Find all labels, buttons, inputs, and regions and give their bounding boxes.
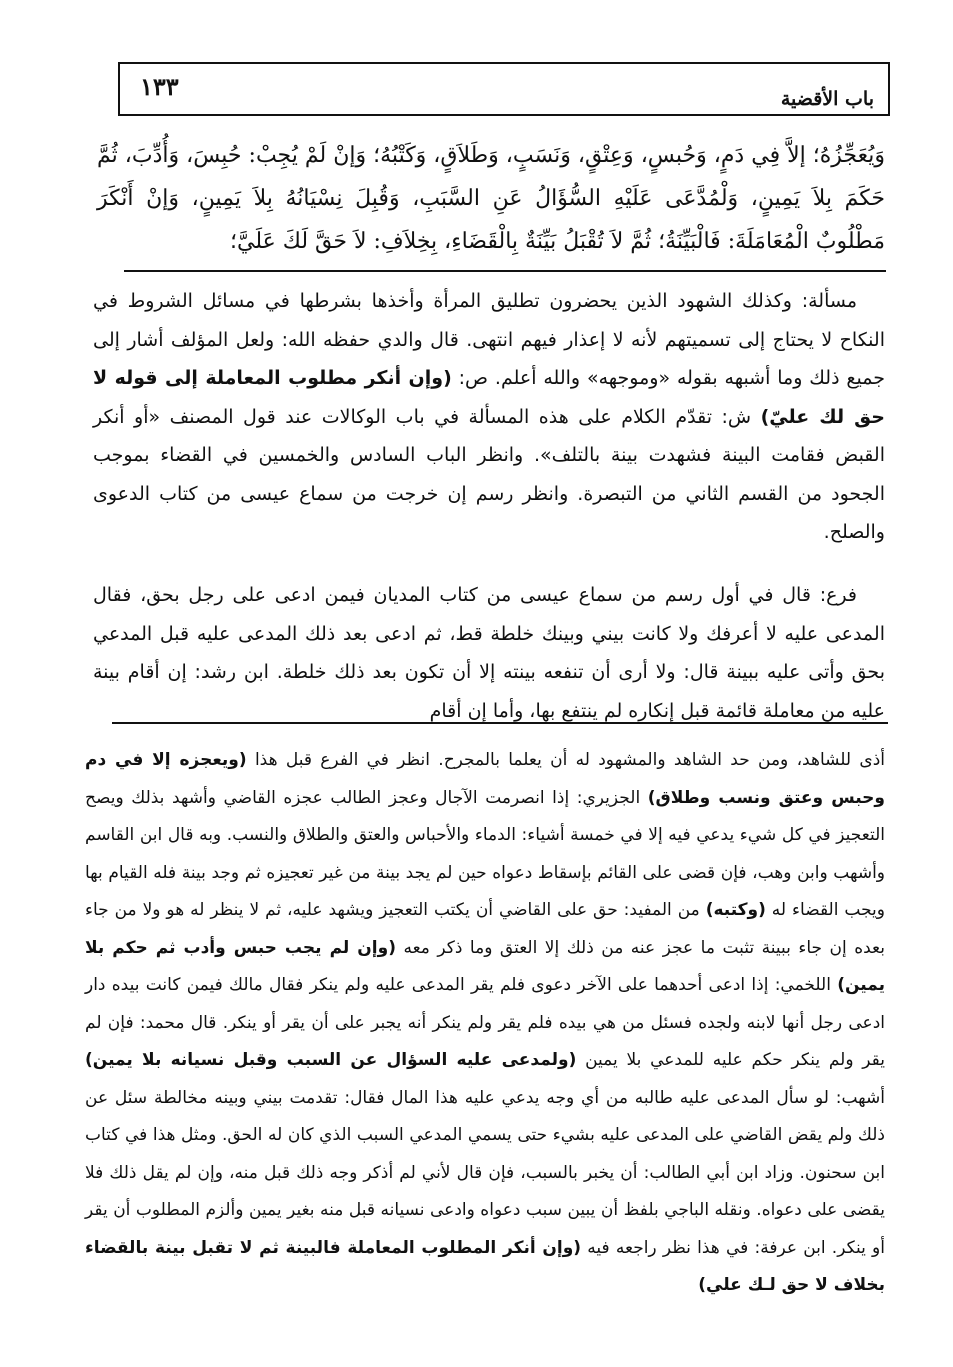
commentary-paragraph	[93, 282, 885, 552]
page-number: ١٣٣	[140, 72, 179, 101]
commentary-text: ش: تقدّم الكلام على هذه المسألة في باب الوكالات عند قول المصنف «أو أنكر القبض فقامت البينة فشهدت بينة بالتلف». وانظر الباب السادس والخمسين في القضاء بموجب الجحود من القسم الثاني من التبصرة. وانظر رسم إن خرجت من سماع عيسى من كتاب الدعوى والصلح.	[93, 405, 885, 543]
main-text-paragraph: وَيُعَجِّزُهُ؛ إلاَّ فِي دَمٍ، وَحُبسٍ، وَعِتْقٍ، وَنَسَبٍ، وَطَلاَقٍ، وَكَتْبُهُ؛ وَإنْ لَمْ يُجِبْ: حُبِسَ، وَأُدِّبَ، ثُمَّ حَكَمَ بِلاَ يَمِينٍ، وَلْمُدَّعَى عَلَيْهِ السُّؤَالُ عَنِ السَّبَبِ، وَقُبِلَ نِسْيَانُهُ بِلاَ يَمِينٍ، وَإنْ أَنْكَرَ مَطْلُوبٌ الْمُعَامَلَةَ: فَالْبَيِّنَةُ؛ ثُمَّ لاَ تُقْبَلُ بَيِّنَةٌ بِالْقَضَاءِ، بِخِلاَفِ: لاَ حَقَّ لَكَ عَلَيَّ؛	[97, 143, 885, 254]
main-text	[97, 134, 885, 263]
commentary-block	[93, 282, 885, 552]
footnote-divider	[112, 722, 888, 724]
footnote-paragraph	[85, 742, 885, 1305]
page-header	[118, 62, 890, 116]
footnote-text: أشهب: لو سأل المدعى عليه طالبه من أي وجه يدعي عليه هذا المال فقال: تقدمت بيني وبينه مخالطة سئل عن ذلك ولم يقض القاضي على المدعى عليه بشيء حتى يسمي المدعي السبب الذي كان له الحق. ومثل هذا في كتاب ابن سحنون. وزاد ابن أبي الطالب: أن يخبر بالسبب، فإن قال لأني لم أذكر وجه ذلك قبل منه، وإن لم يقل ذلك فلا يقضى على دعواه. ونقله الباجي بلفظ أن يبين سبب دعواه وادعى نسيانه قبل منه بغير يمين وألزم المطلوب أن يقر أو ينكر. ابن عرفة: في هذا نظر راجعه فيه	[85, 1087, 885, 1258]
quoted-matn: (ويعجزه إلا في دم وحبس وعتق ونسب وطلاق)	[85, 750, 886, 808]
quoted-matn: (وإن لم يجب حبس وأدب ثم حكم بلا يمين)	[85, 937, 885, 995]
footnote-text: من المفيد: حق على القاضي أن يكتب التعجيز ويشهد عليه، ثم لا ينظر له هو ولا من جاء بعده إن جاء ببينة تثبت ما عجز عنه من ذلك إلا العتق وما ذكر معه	[85, 900, 885, 958]
quoted-matn: (وإن أنكر مطلوب المعاملة إلى قوله لا حق لك عليّ)	[93, 367, 885, 428]
commentary-text: مسألة: وكذلك الشهود الذين يحضرون تطليق المرأة وأخذها بشرطها في مسائل الشروط في النكاح لا يحتاج إلى تسميتهم لأنه لا إعذار فيهم انتهى. قال والدي حفظه الله: ولعل المؤلف أشار إلى جميع ذلك وما أشبهه بقوله «وموجهه» والله أعلم. ص:	[93, 290, 885, 389]
quoted-matn: (وكتبه)	[705, 900, 766, 920]
footnote-block	[85, 742, 885, 1305]
footnote-text: الجزيري: إذا انصرمت الآجال وعجز الطالب عجزه القاضي وأشهد بذلك ويصح التعجيز في كل شيء يدعي فيه إلا في خمسة أشياء: الدماء والأحباس والعتق والطلاق والنسب. وبه قال ابن القاسم وأشهب وابن وهب، فإن قضى على القائم بإسقاط دعواه حين لم يجد بينة من غير تعجيزه ثم وجد بينة فله القيام بها ويجب القضاء له	[85, 787, 885, 920]
footnote-text: أذى للشاهد، ومن حد الشاهد والمشهود له أن يعلما بالمجرح. انظر في الفرع قبل هذا	[246, 750, 885, 770]
section-divider	[124, 270, 886, 272]
footnote-text: اللخمي: إذا ادعى أحدهما على الآخر دعوى فلم يقر المدعى عليه ولم ينكر فقال مالك فيمن كانت بيده دار ادعى رجل أنها لابنه ولجده فسئل من هي بيده فلم يقر ولم ينكر أنه يجبر على أن يقر أو ينكر. قال محمد: فإن لم يقر ولم ينكر حكم عليه للمدعي بلا يمين	[85, 975, 885, 1070]
quoted-matn: (ولمدعى عليه السؤال عن السبب وقبل نسيانه بلا يمين)	[85, 1050, 577, 1070]
commentary-paragraph: فرع: قال في أول رسم من سماع عيسى من كتاب المديان فيمن ادعى على رجل بحق، فقال المدعى عليه لا أعرفك ولا كانت بيني وبينك خلطة قط، ثم ادعى بعد ذلك المدعى عليه قبل المدعي بحق وأتى عليه ببينة قال: ولا أرى أن تنفعه بينته إلا أن تكون بعد ذلك خلطة. ابن رشد: إن أقام بينة عليه من معاملة قائمة قبل إنكاره لم ينتفع بها، وأما إن أقام	[93, 584, 885, 722]
quoted-matn: (وإن أنكر المطلوب المعاملة فالبينة ثم لا تقبل بينة بالقضاء بخلاف لا حق لـك علي)	[85, 1237, 885, 1295]
commentary-block	[93, 576, 885, 730]
chapter-title: باب الأقضية	[780, 88, 874, 110]
